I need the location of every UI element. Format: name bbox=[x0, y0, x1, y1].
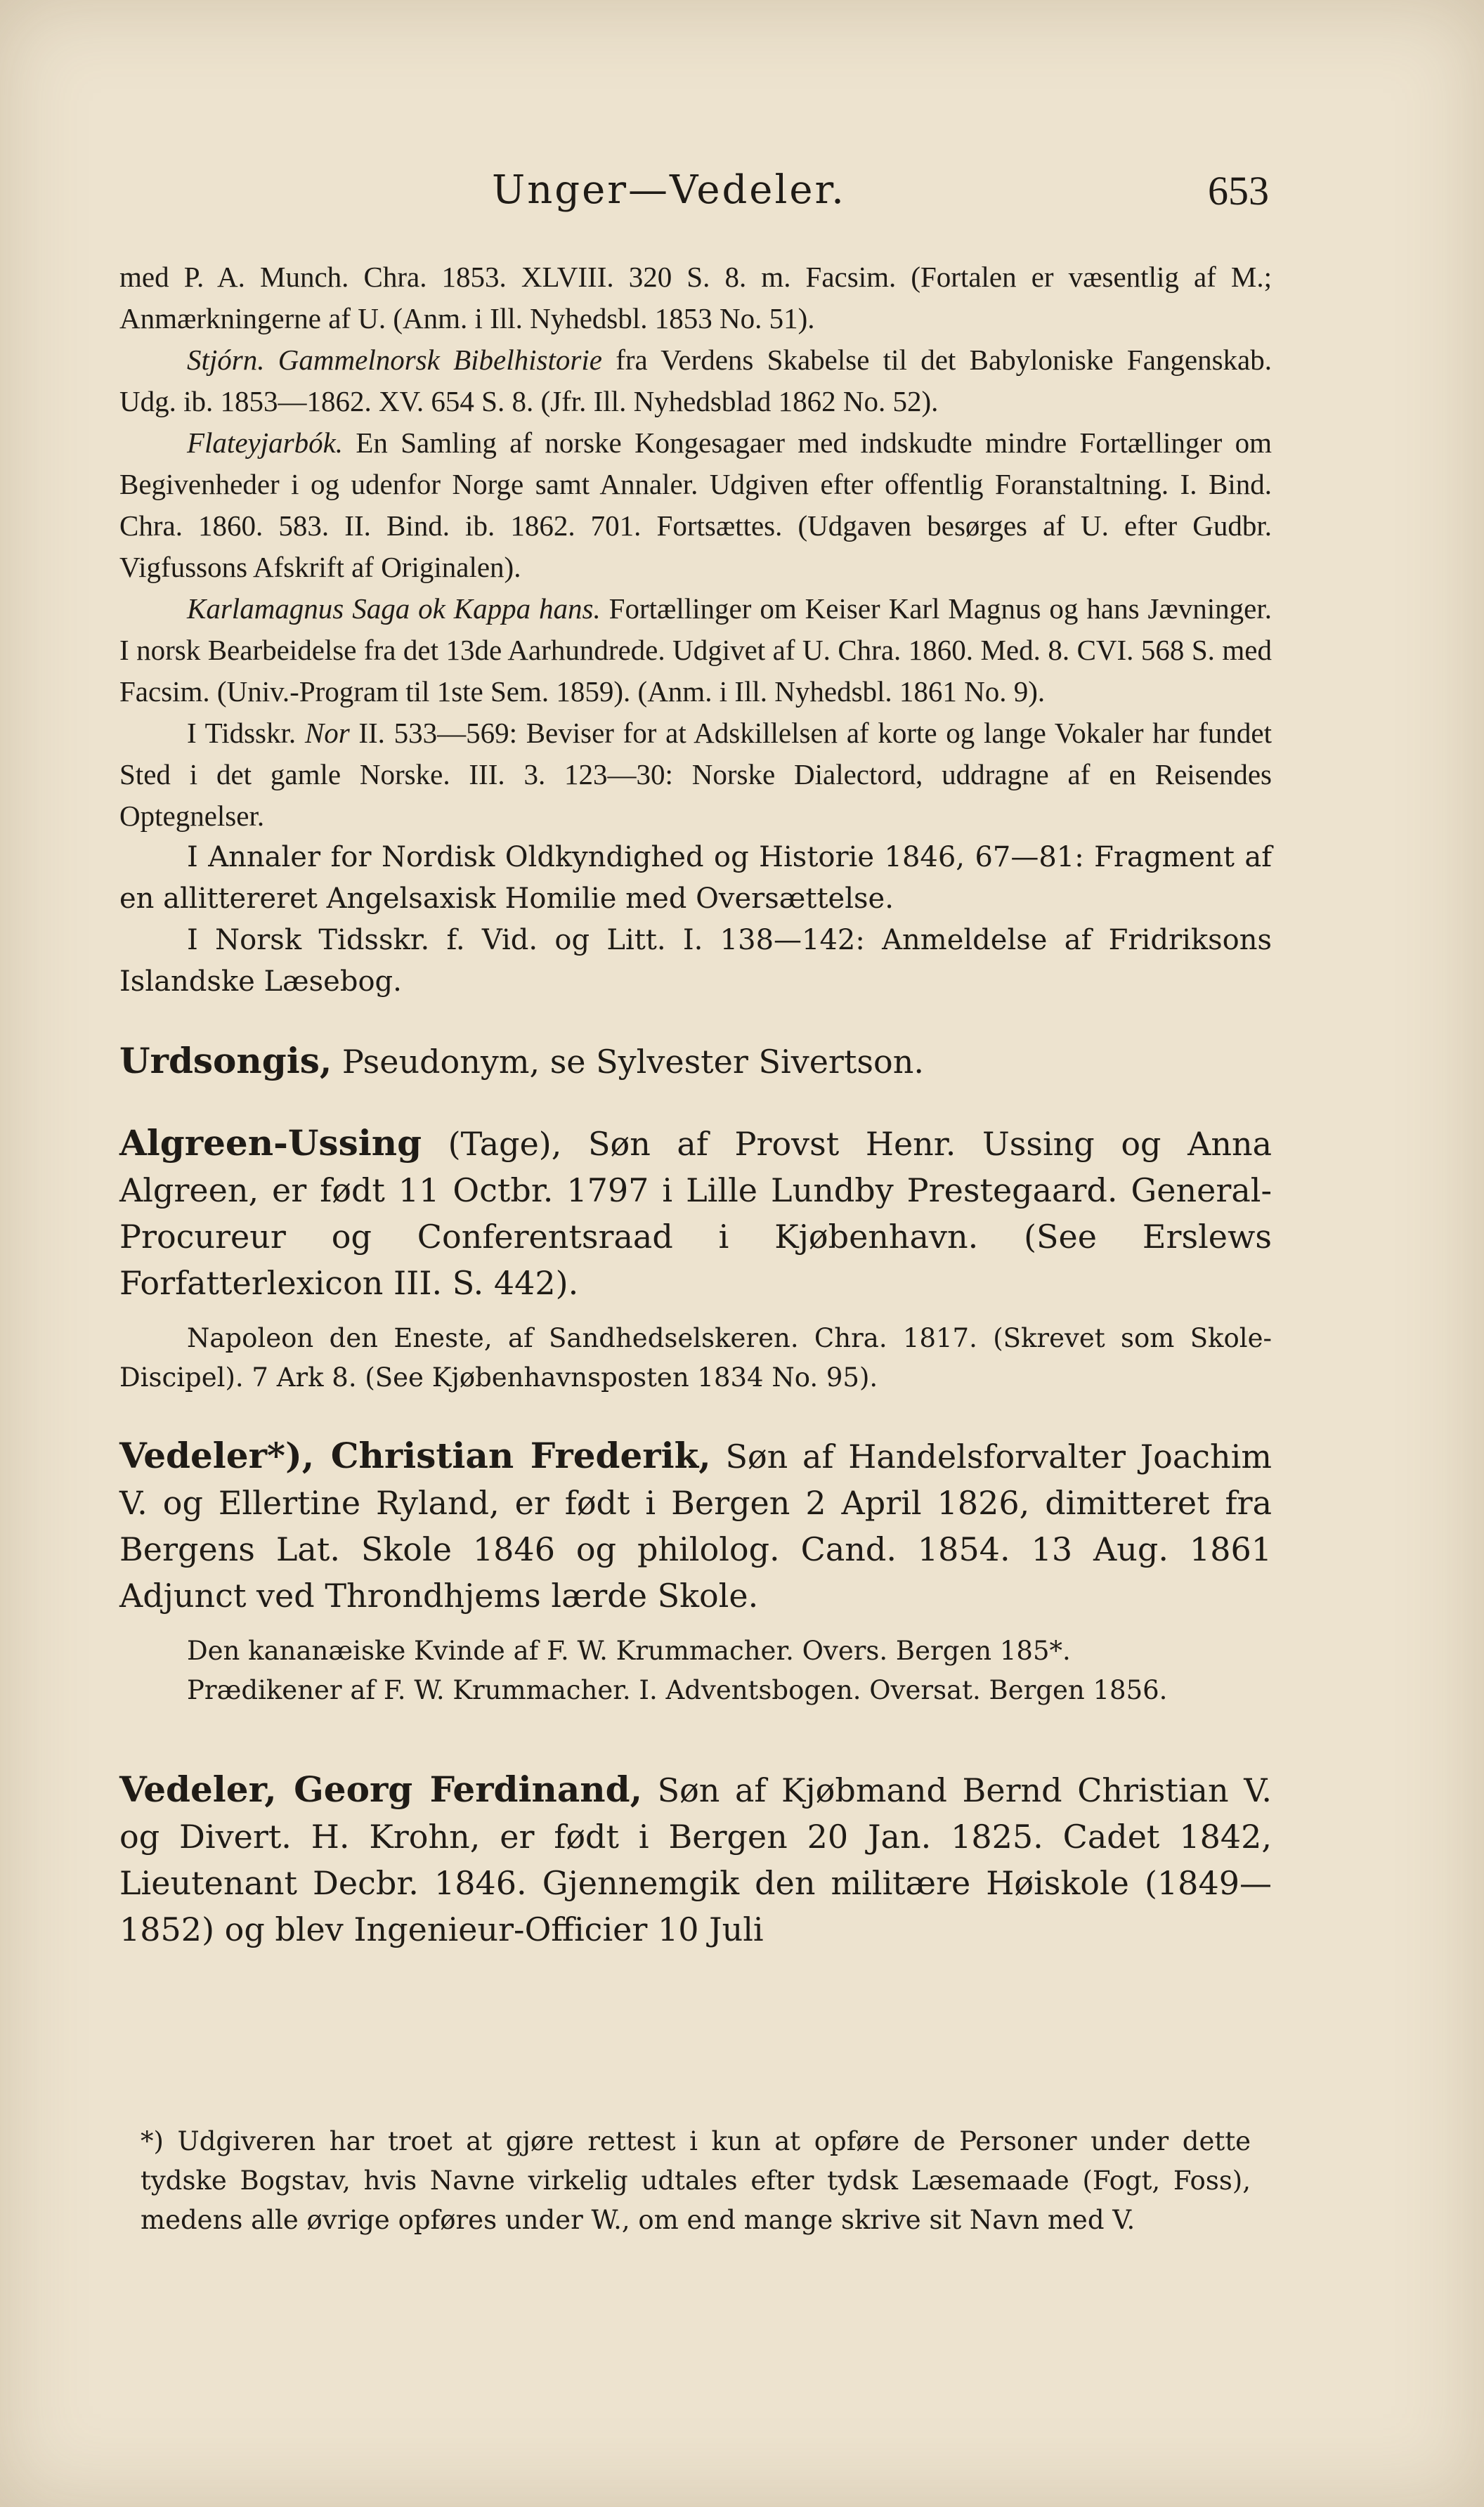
annaler-entry: I Annaler for Nordisk Oldkyndighed og Historie 1846, 67—81: Fragment af en allittereret Angelsaxisk Homilie med Oversættelse. bbox=[119, 841, 1272, 915]
urdsongis-name: Urdsongis, bbox=[119, 1040, 332, 1081]
stjorn-text: fra Verdens Skabelse til det Babyloniske Fangenskab. Udg. ib. 1853—1862. XV. 654 S. 8. (Jfr. Ill. Nyhedsblad 1862 No. 52). bbox=[119, 344, 1272, 417]
norsk-tidsskr-entry: I Norsk Tidsskr. f. Vid. og Litt. I. 138—142: Anmeldelse af Fridriksons Islandske Læsebog. bbox=[119, 924, 1272, 998]
page-header bbox=[0, 167, 1484, 223]
vedeler-christian-work-1: Den kananæiske Kvinde af F. W. Krummacher. Overs. Bergen 185*. bbox=[187, 1636, 1071, 1666]
ussing-work: Napoleon den Eneste, af Sandhedselskeren. Chra. 1817. (Skrevet som Skole-Discipel). 7 Ark 8. (See Kjøbenhavnsposten 1834 No. 95). bbox=[119, 1323, 1272, 1393]
urdsongis-text: Pseudonym, se Sylvester Sivertson. bbox=[332, 1043, 924, 1081]
tidsskr-title: Nor bbox=[304, 717, 350, 749]
karla-text: Fortællinger om Keiser Karl Magnus og hans Jævninger. I norsk Bearbeidelse fra det 13de Aarhundrede. Udgivet af U. Chra. 1860. Med. 8. CVI. 568 S. med Facsim. (Univ.-Program til 1ste Sem. 1859). (Anm. i Ill. Nyhedsbl. 1861 No. 9). bbox=[119, 592, 1272, 708]
munch-continuation: med P. A. Munch. Chra. 1853. XLVIII. 320 S. 8. m. Facsim. (Fortalen er væsentlig af M.; Anmærkningerne af U. (Anm. i Ill. Nyhedsbl. 1853 No. 51). bbox=[119, 261, 1272, 334]
ussing-text: (Tage), Søn af Provst Henr. Ussing og Anna Algreen, er født 11 Octbr. 1797 i Lille Lundby Prestegaard. General-Procureur og Conferentsraad i Kjøbenhavn. (See Erslews Forfatterlexicon III. S. 442). bbox=[119, 1125, 1272, 1302]
vedeler-georg-name: Vedeler, Georg Ferdinand, bbox=[119, 1769, 642, 1810]
running-head: Unger—Vedeler. bbox=[492, 167, 846, 213]
flatey-entry bbox=[119, 422, 1272, 588]
karla-entry bbox=[119, 588, 1272, 712]
vedeler-georg-text: Søn af Kjøbmand Bernd Christian V. og Divert. H. Krohn, er født i Bergen 20 Jan. 1825. Cadet 1842, Lieutenant Decbr. 1846. Gjennemgik den militære Høiskole (1849—1852) og blev Ingenieur-Officier 10 Juli bbox=[119, 1771, 1272, 1948]
ussing-name: Algreen-Ussing bbox=[119, 1122, 422, 1164]
vedeler-christian-work-2: Prædikener af F. W. Krummacher. I. Adventsbogen. Oversat. Bergen 1856. bbox=[187, 1675, 1168, 1705]
vedeler-georg-entry bbox=[119, 1766, 1272, 1953]
vedeler-christian-name: Vedeler*), Christian Frederik, bbox=[119, 1435, 711, 1476]
vedeler-christian-text: Søn af Handelsforvalter Joachim V. og Ellertine Ryland, er født i Bergen 2 April 1826, dimitteret fra Bergens Lat. Skole 1846 og philolog. Cand. 1854. 13 Aug. 1861 Adjunct ved Throndhjems lærde Skole. bbox=[119, 1438, 1272, 1615]
page-body bbox=[119, 256, 1272, 1953]
urdsongis-entry bbox=[119, 1038, 1272, 1085]
karla-title: Karlamagnus Saga ok Kappa hans. bbox=[187, 592, 601, 625]
tidsskr-text: II. 533—569: Beviser for at Adskillelsen af korte og lange Vokaler har fundet Sted i det gamle Norske. III. 3. 123—30: Norske Dialectord, uddragne af en Reisendes Optegnelser. bbox=[119, 717, 1272, 832]
stjorn-entry bbox=[119, 339, 1272, 422]
ussing-entry bbox=[119, 1120, 1272, 1306]
tidsskr-prefix: I Tidsskr. bbox=[187, 717, 305, 749]
tidsskr-entry bbox=[119, 712, 1272, 837]
vedeler-christian-entry bbox=[119, 1433, 1272, 1619]
footnote: *) Udgiveren har troet at gjøre rettest i kun at opføre de Personer under dette tydske Bogstav, hvis Navne virkelig udtales efter tydsk Læsemaade (Fogt, Foss), medens alle øvrige opføres under W., om end mange skrive sit Navn med V. bbox=[141, 2126, 1251, 2235]
flatey-title: Flateyjarbók. bbox=[187, 426, 344, 459]
flatey-text: En Samling af norske Kongesagaer med indskudte mindre Fortællinger om Begivenheder i og udenfor Norge samt Annaler. Udgiven efter offentlig Foranstaltning. I. Bind. Chra. 1860. 583. II. Bind. ib. 1862. 701. Fortsættes. (Udgaven besørges af U. efter Gudbr. Vigfussons Afskrift af Originalen). bbox=[119, 426, 1272, 583]
stjorn-title: Stjórn. Gammelnorsk Bibelhistorie bbox=[187, 344, 602, 376]
page-number: 653 bbox=[1208, 168, 1269, 214]
